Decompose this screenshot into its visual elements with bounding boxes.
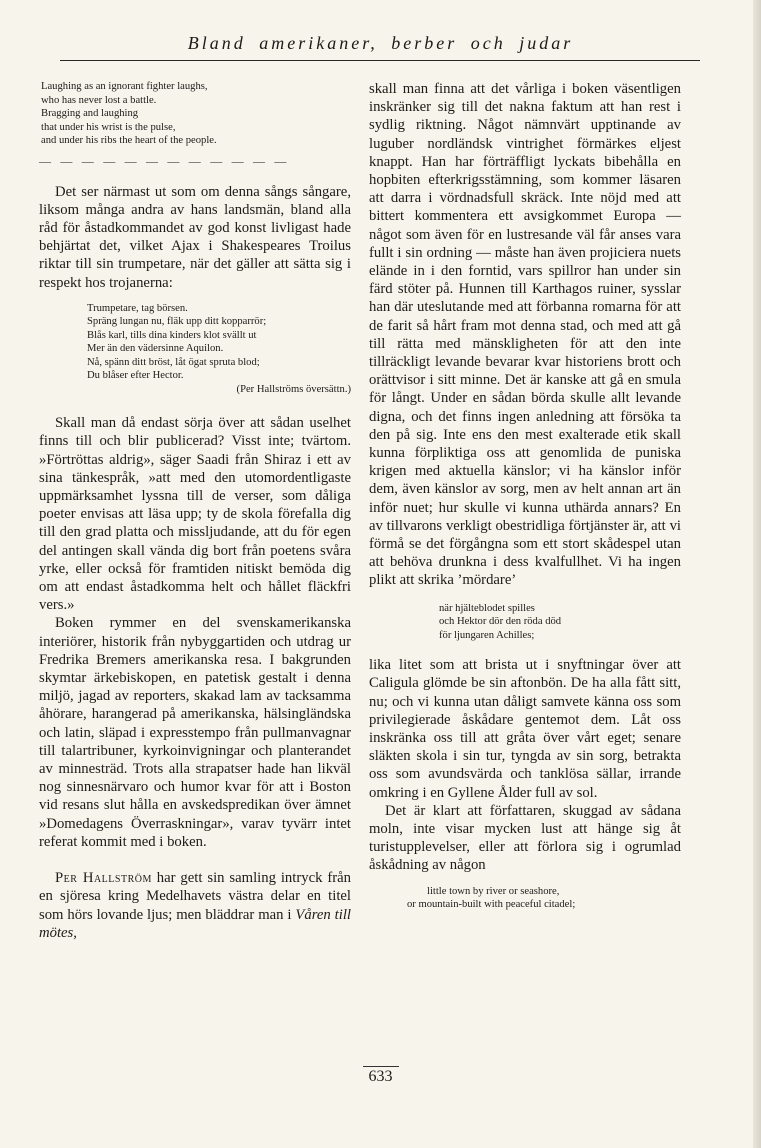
verse-line: who has never lost a battle.	[41, 94, 157, 106]
section-dashes: — — — — — — — — — — — —	[39, 153, 290, 168]
page-edge-shadow	[753, 0, 761, 1148]
verse-line: that under his wrist is the pulse,	[41, 121, 176, 133]
body-paragraph: lika litet som att brista ut i snyftningar över att Caligula glömde be sin aftonbön. De ha alla fått sitt, nu; och vi kunna utan dåligt samvete känna oss som privilegierade åskådare gentemot dem. Låt oss inskränka oss till att gråta över vårt eget; senare släkten skola i sin tur, tyngda av sin sorg, betrakta oss som avundsvärda och tanklösa sällar, irrande omkring i en Gyllene Ålder full av sol.	[369, 657, 681, 801]
english-verse-quote	[407, 885, 681, 912]
verse-line: när hjälteblodet spilles	[439, 602, 535, 614]
book-title: Våren till mötes,	[39, 906, 351, 941]
body-paragraph: Det är klart att författaren, skuggad av sådana moln, inte visar mycken lust att hänge sig åt turistupplevelser, eller att förlora sig i ogrumlad åskådning av någon	[369, 802, 681, 874]
verse-line: Mer än den vädersinne Aquilon.	[87, 343, 224, 355]
shakespeare-verse-quote	[87, 302, 351, 397]
header-rule	[60, 60, 700, 61]
swedish-verse-quote	[439, 602, 681, 643]
running-header: Bland amerikaner, berber och judar	[187, 33, 574, 53]
verse-line: Laughing as an ignorant fighter laughs,	[41, 81, 208, 92]
verse-line: or mountain-built with peaceful citadel;	[407, 899, 576, 911]
body-paragraph: Det ser närmast ut som om denna sångs sångare, liksom många andra av hans landsmän, bland alla råd för åstadkommandet av god konst livligast hade behjärtat det, vilket Ajax i Shakespeares Troilus riktar till sin trumpetare, när det gäller att sätta sig i respekt hos trojanerna:	[39, 183, 351, 291]
left-column	[39, 80, 351, 942]
body-paragraph: Boken rymmer en del svenskamerikanska interiörer, historik från nybyggartiden och utdrag ur Fredrika Bremers amerikanska resa. I bakgrunden skymtar ärkebiskopen, en patetisk gestalt i denna miljö, jagad av reporters, skakad lam av tacksamma åhörare, harangerad på amerikanska, hälsingländska och latin, släpad i expresstempo från pullmanvagnar till talartribuner, kyrkoinvigningar och planterandet av minnesträd. Trots alla strapatser hade han likväl nog sinnesnärvaro och humor kvar för att i Boston vid resans slut hålla en avskedspredikan över ämnet »Domedagens Överraskningar», varav tyvärr intet referat kommit med i boken.	[39, 615, 351, 850]
verse-line: and under his ribs the heart of the people.	[41, 135, 217, 146]
verse-line: Du blåser efter Hector.	[87, 370, 184, 382]
verse-line: och Hektor dör den röda död	[439, 616, 562, 628]
verse-line: little town by river or seashore,	[427, 885, 560, 897]
body-paragraph: skall man finna att det vårliga i boken väsentligen inskränker sig till det nakna faktum att han rest i sydlig riktning. Något nämnvärt upptinande av luguber nordländsk vintrighet förmärkes eljest knappt. Han har förträffligt lyckats bibehålla en hopbiten efterkrigsstämning, som kommer läsaren att darra i vördnadsfull skräck. Inte nöjd med att bittert kommentera ett avsigkommet Europa — något som även för en lustresande väl får anses vara fullt i sin ordning — måste han även projiciera nuets elände in i den forntid, vars spillror han under sin färd stöter på. Hunnen till Karthagos ruiner, sysslar han där uteslutande med att förbanna romarna för att de farit så hårt fram mot denna stad, och med att gå till rätta med mänskligheten för att den inte tillräckligt levande bevarar kvar historiens brott och orättvisor i sitt minne. Det är kanske att gå en smula för långt. Under en sådan börda skulle allt levande digna, och det finns ingen anledning att försöka ta den på sig. Inte ens den mest exalterade etik skall kunna förpliktiga oss att genomlida de puniska krigen med aktuella känslor; vi ha känslor inför dem, även känslor av sorg, men av helt annan art än inför nuet; hur skulle vi kunna uthärda annars? En av tillvarons verkligt obestridliga förtjänster är, att vi förmå se det förgångna som ett stort skådespel utan att behöva drunkna i dess kvalfullhet. Vi ha ingen plikt att skrika ’mördare’	[369, 81, 681, 589]
english-verse-quote	[41, 80, 351, 148]
verse-line: Bragging and laughing	[41, 108, 139, 119]
body-paragraph: Skall man då endast sörja över att sådan uselhet finns till och blir publicerad? Visst inte; tvärtom. »Förtröttas aldrig», säger Saadi från Shiraz i ett av sina tänkespråk, »att med den utomordentligaste uppmärksamhet lyssna till de verser, som dåliga poeter envisas att läsa upp; ty de skola förefalla dig till den grad platta och missljudande, att du för egen del antingen skall vända dig bort från poetens svåra yrke, eller också för framtiden nitiskt bemöda dig om att endast åstadkomma helt och hållet fläckfri vers.»	[39, 415, 351, 614]
verse-line: Blås karl, tills dina kinders klot svällt ut	[87, 329, 257, 341]
author-name: Per Hallström	[55, 870, 152, 887]
body-paragraph	[39, 869, 351, 942]
verse-line: för ljungaren Achilles;	[439, 629, 535, 641]
verse-line: Spräng lungan nu, fläk upp ditt kopparrör;	[87, 316, 267, 328]
verse-line: Nå, spänn ditt bröst, låt ögat spruta blod;	[87, 356, 260, 368]
right-column	[369, 80, 681, 912]
verse-line: Trumpetare, tag börsen.	[87, 302, 188, 314]
translation-credit: (Per Hallströms översättn.)	[236, 383, 351, 395]
page-number	[0, 1066, 761, 1086]
page-number-text: 633	[363, 1066, 399, 1086]
paragraph-text: har gett sin samling intryck från en sjöresa kring Medelhavets västra delar en titel som hörs lovande ljus; men bläddrar man i	[39, 870, 351, 923]
